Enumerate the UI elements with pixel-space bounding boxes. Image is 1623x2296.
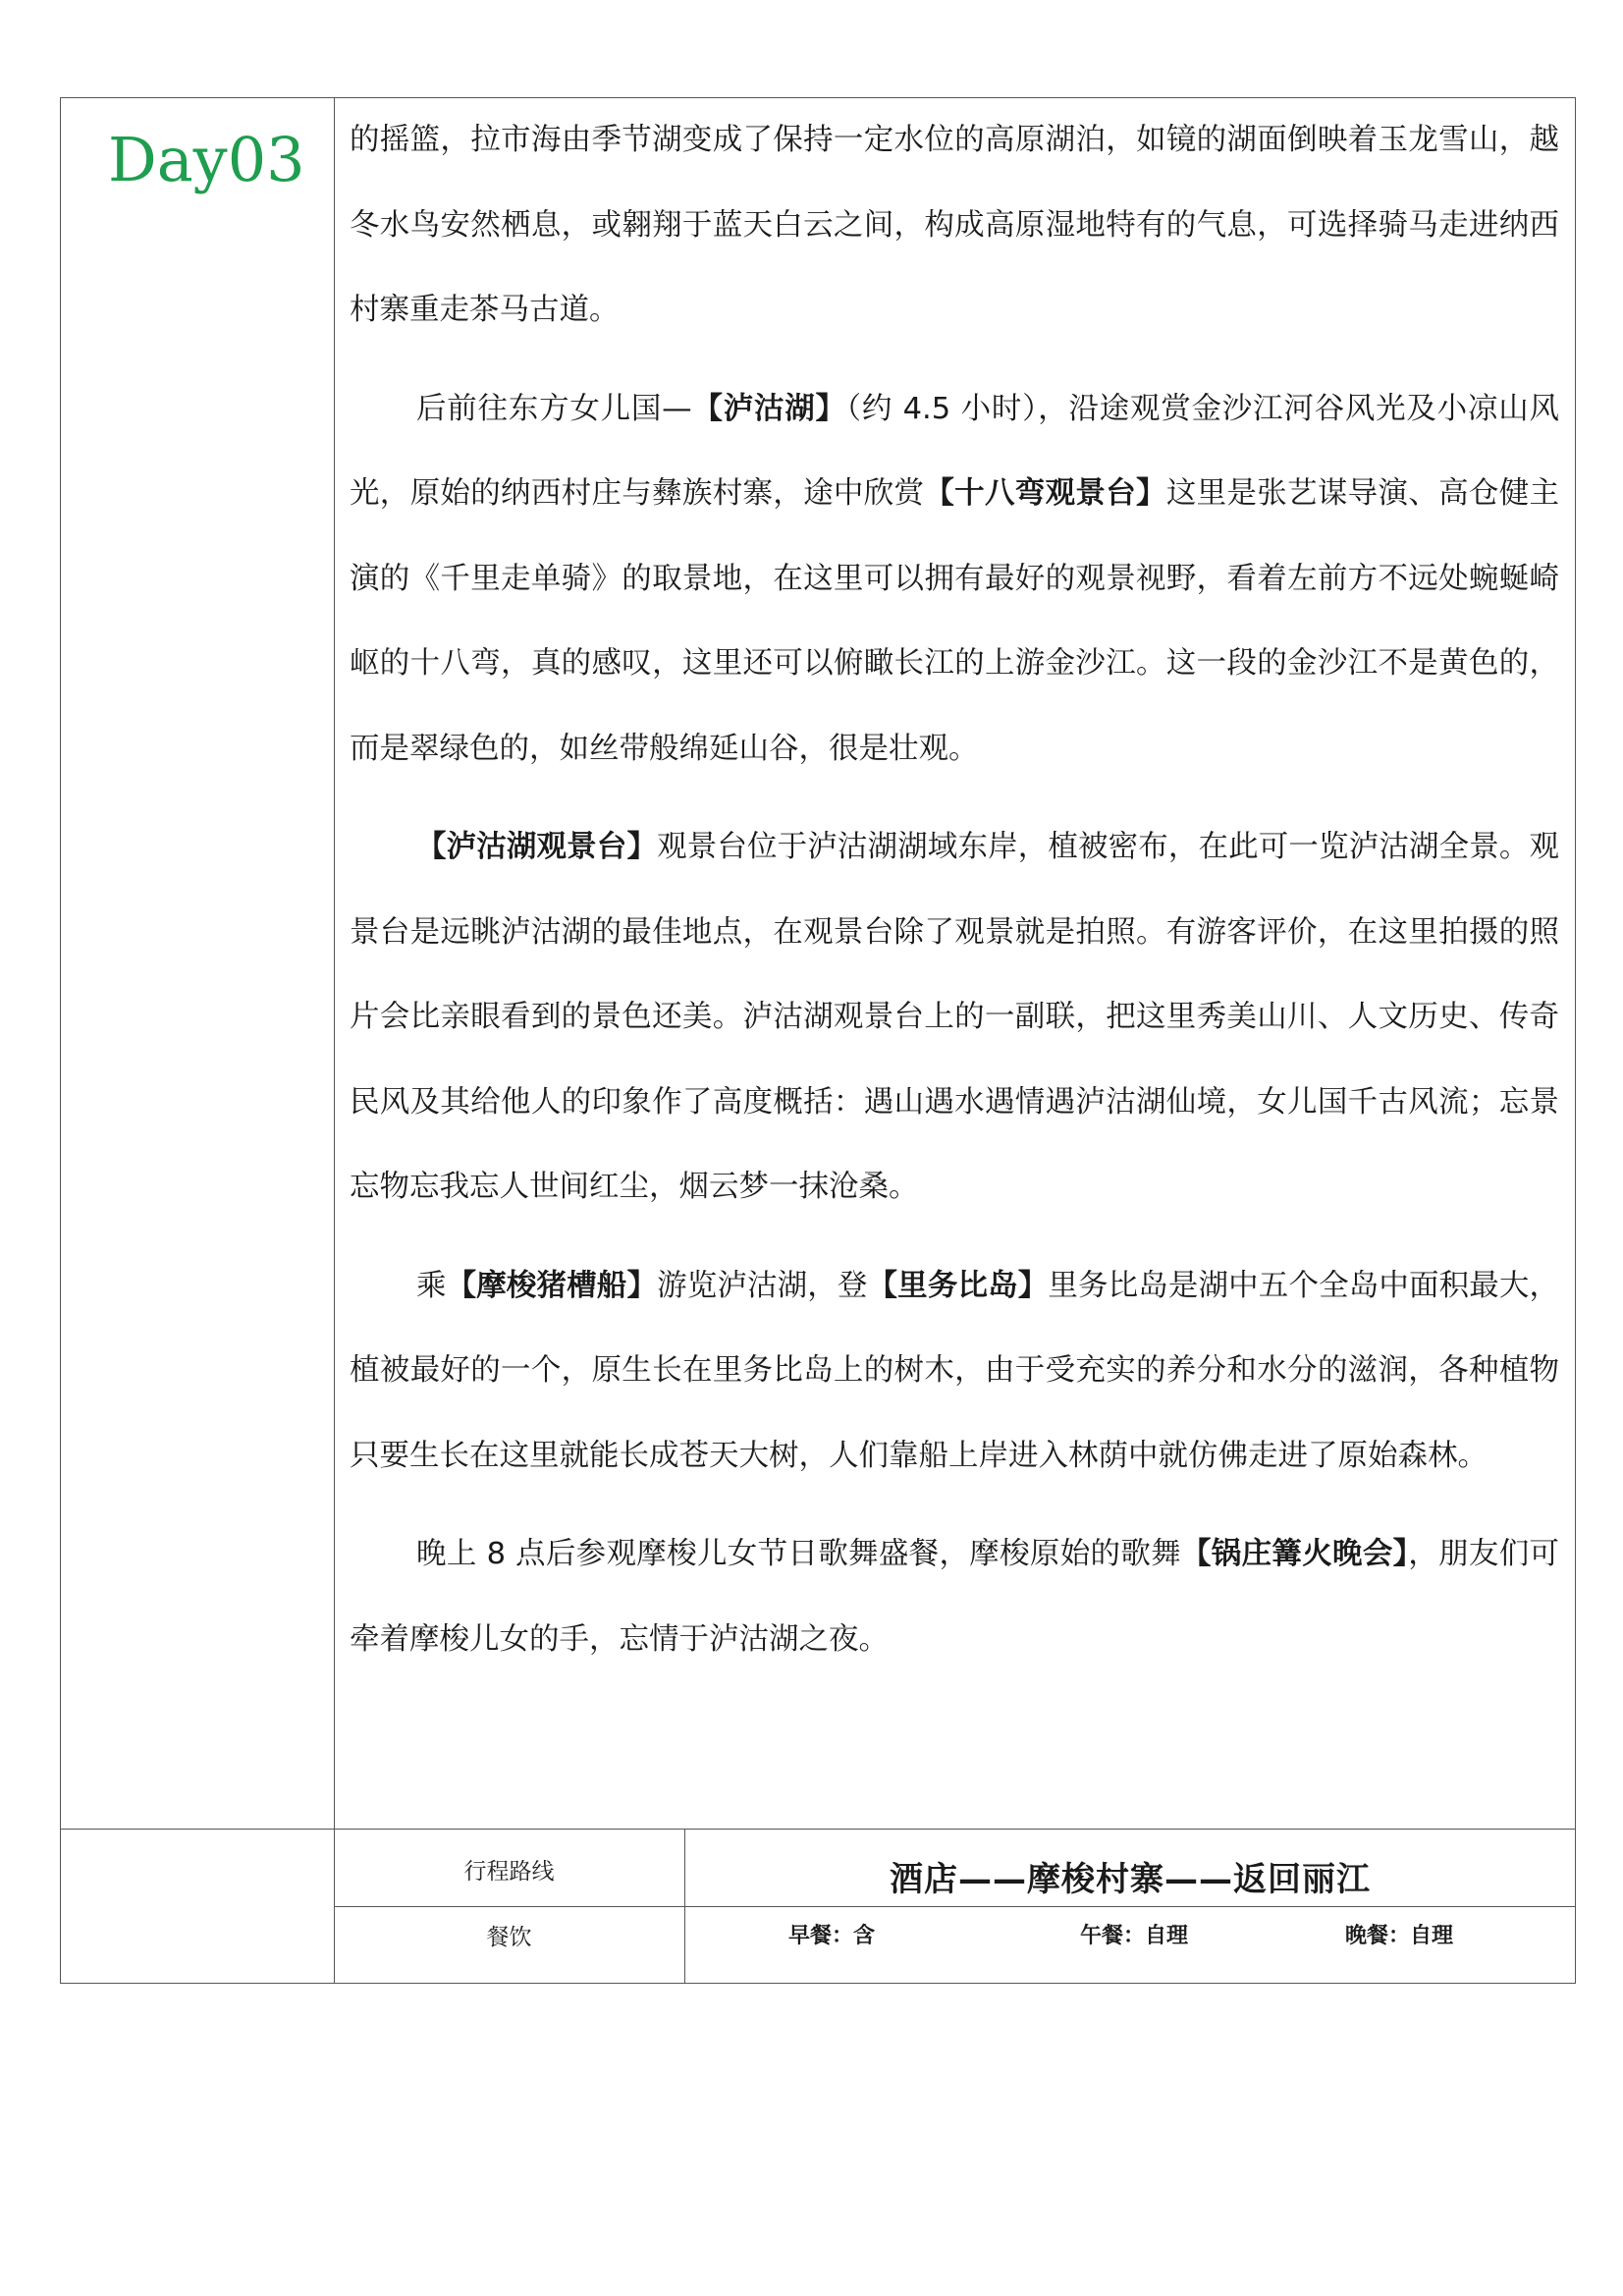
description-paragraph <box>350 805 1559 1230</box>
description-paragraph <box>350 1244 1559 1500</box>
paragraph-text: 观景台位于泸沽湖湖域东岸，植被密布，在此可一览泸沽湖全景。观景台是远眺泸沽湖的最佳地点，在观景台除了观景就是拍照。有游客评价，在这里拍摄的照片会比亲眼看到的景色还美。泸沽湖观景台上的一副联，把这里秀美山川、人文历史、传奇民风及其给他人的印象作了高度概括：遇山遇水遇情遇泸沽湖仙境，女儿国千古风流；忘景忘物忘我忘人世间红尘，烟云梦一抹沧桑。 <box>350 830 1560 1204</box>
route-value: 酒店——摩梭村寨——返回丽江 <box>890 1860 1371 1899</box>
day-description <box>350 98 1559 1682</box>
paragraph-text: ，朋友们可牵着摩梭儿女的手，忘情于泸沽湖之夜。 <box>350 1537 1560 1657</box>
highlight-attraction: 【泸沽湖观景台】 <box>416 830 658 864</box>
paragraph-text: 这里是张艺谋导演、高仓健主演的《千里走单骑》的取景地，在这里可以拥有最好的观景视野，看着左前方不远处蜿蜒崎岖的十八弯，真的感叹，这里还可以俯瞰长江的上游金沙江。这一段的金沙江不是黄色的，而是翠绿色的，如丝带般绵延山谷，很是壮观。 <box>350 476 1560 766</box>
highlight-attraction: 【十八弯观景台】 <box>924 476 1166 511</box>
paragraph-text: 游览泸沽湖，登 <box>657 1268 868 1303</box>
day-label: Day03 <box>108 124 305 195</box>
paragraph-text: （约 4.5 小时），沿途观赏金沙江河谷风光及小凉山风光，原始的纳西村庄与彝族村寨，途中欣赏 <box>350 391 1559 511</box>
description-paragraph <box>350 98 1559 354</box>
description-paragraph <box>350 1512 1559 1682</box>
dinner-info: 晚餐：自理 <box>1345 1924 1454 1948</box>
highlight-attraction: 【摩梭猪槽船】 <box>446 1268 658 1303</box>
table-divider-day-column <box>334 97 335 1984</box>
breakfast-info: 早餐：含 <box>788 1924 876 1948</box>
paragraph-text: 里务比岛是湖中五个全岛中面积最大，植被最好的一个，原生长在里务比岛上的树木，由于受充实的养分和水分的滋润，各种植物只要生长在这里就能长成苍天大树，人们靠船上岸进入林荫中就仿佛走进了原始森林。 <box>350 1268 1560 1473</box>
paragraph-text: 的摇篮，拉市海由季节湖变成了保持一定水位的高原湖泊，如镜的湖面倒映着玉龙雪山，越冬水鸟安然栖息，或翱翔于蓝天白云之间，构成高原湿地特有的气息，可选择骑马走进纳西村寨重走茶马古道。 <box>350 123 1559 327</box>
description-paragraph <box>350 367 1559 793</box>
paragraph-text: 乘 <box>416 1268 447 1303</box>
paragraph-text: 晚上 8 点后参观摩梭儿女节日歌舞盛餐，摩梭原始的歌舞 <box>416 1537 1181 1571</box>
highlight-attraction: 【里务比岛】 <box>867 1268 1049 1303</box>
highlight-attraction: 【锅庄篝火晚会】 <box>1180 1537 1409 1571</box>
highlight-attraction: 【泸沽湖】 <box>691 391 846 426</box>
table-divider-content-bottom <box>60 1829 1576 1830</box>
meal-label: 餐饮 <box>486 1925 532 1950</box>
table-divider-route-bottom <box>334 1906 1576 1907</box>
paragraph-text: 后前往东方女儿国— <box>416 391 692 426</box>
lunch-info: 午餐：自理 <box>1080 1924 1189 1948</box>
route-label: 行程路线 <box>463 1859 555 1885</box>
